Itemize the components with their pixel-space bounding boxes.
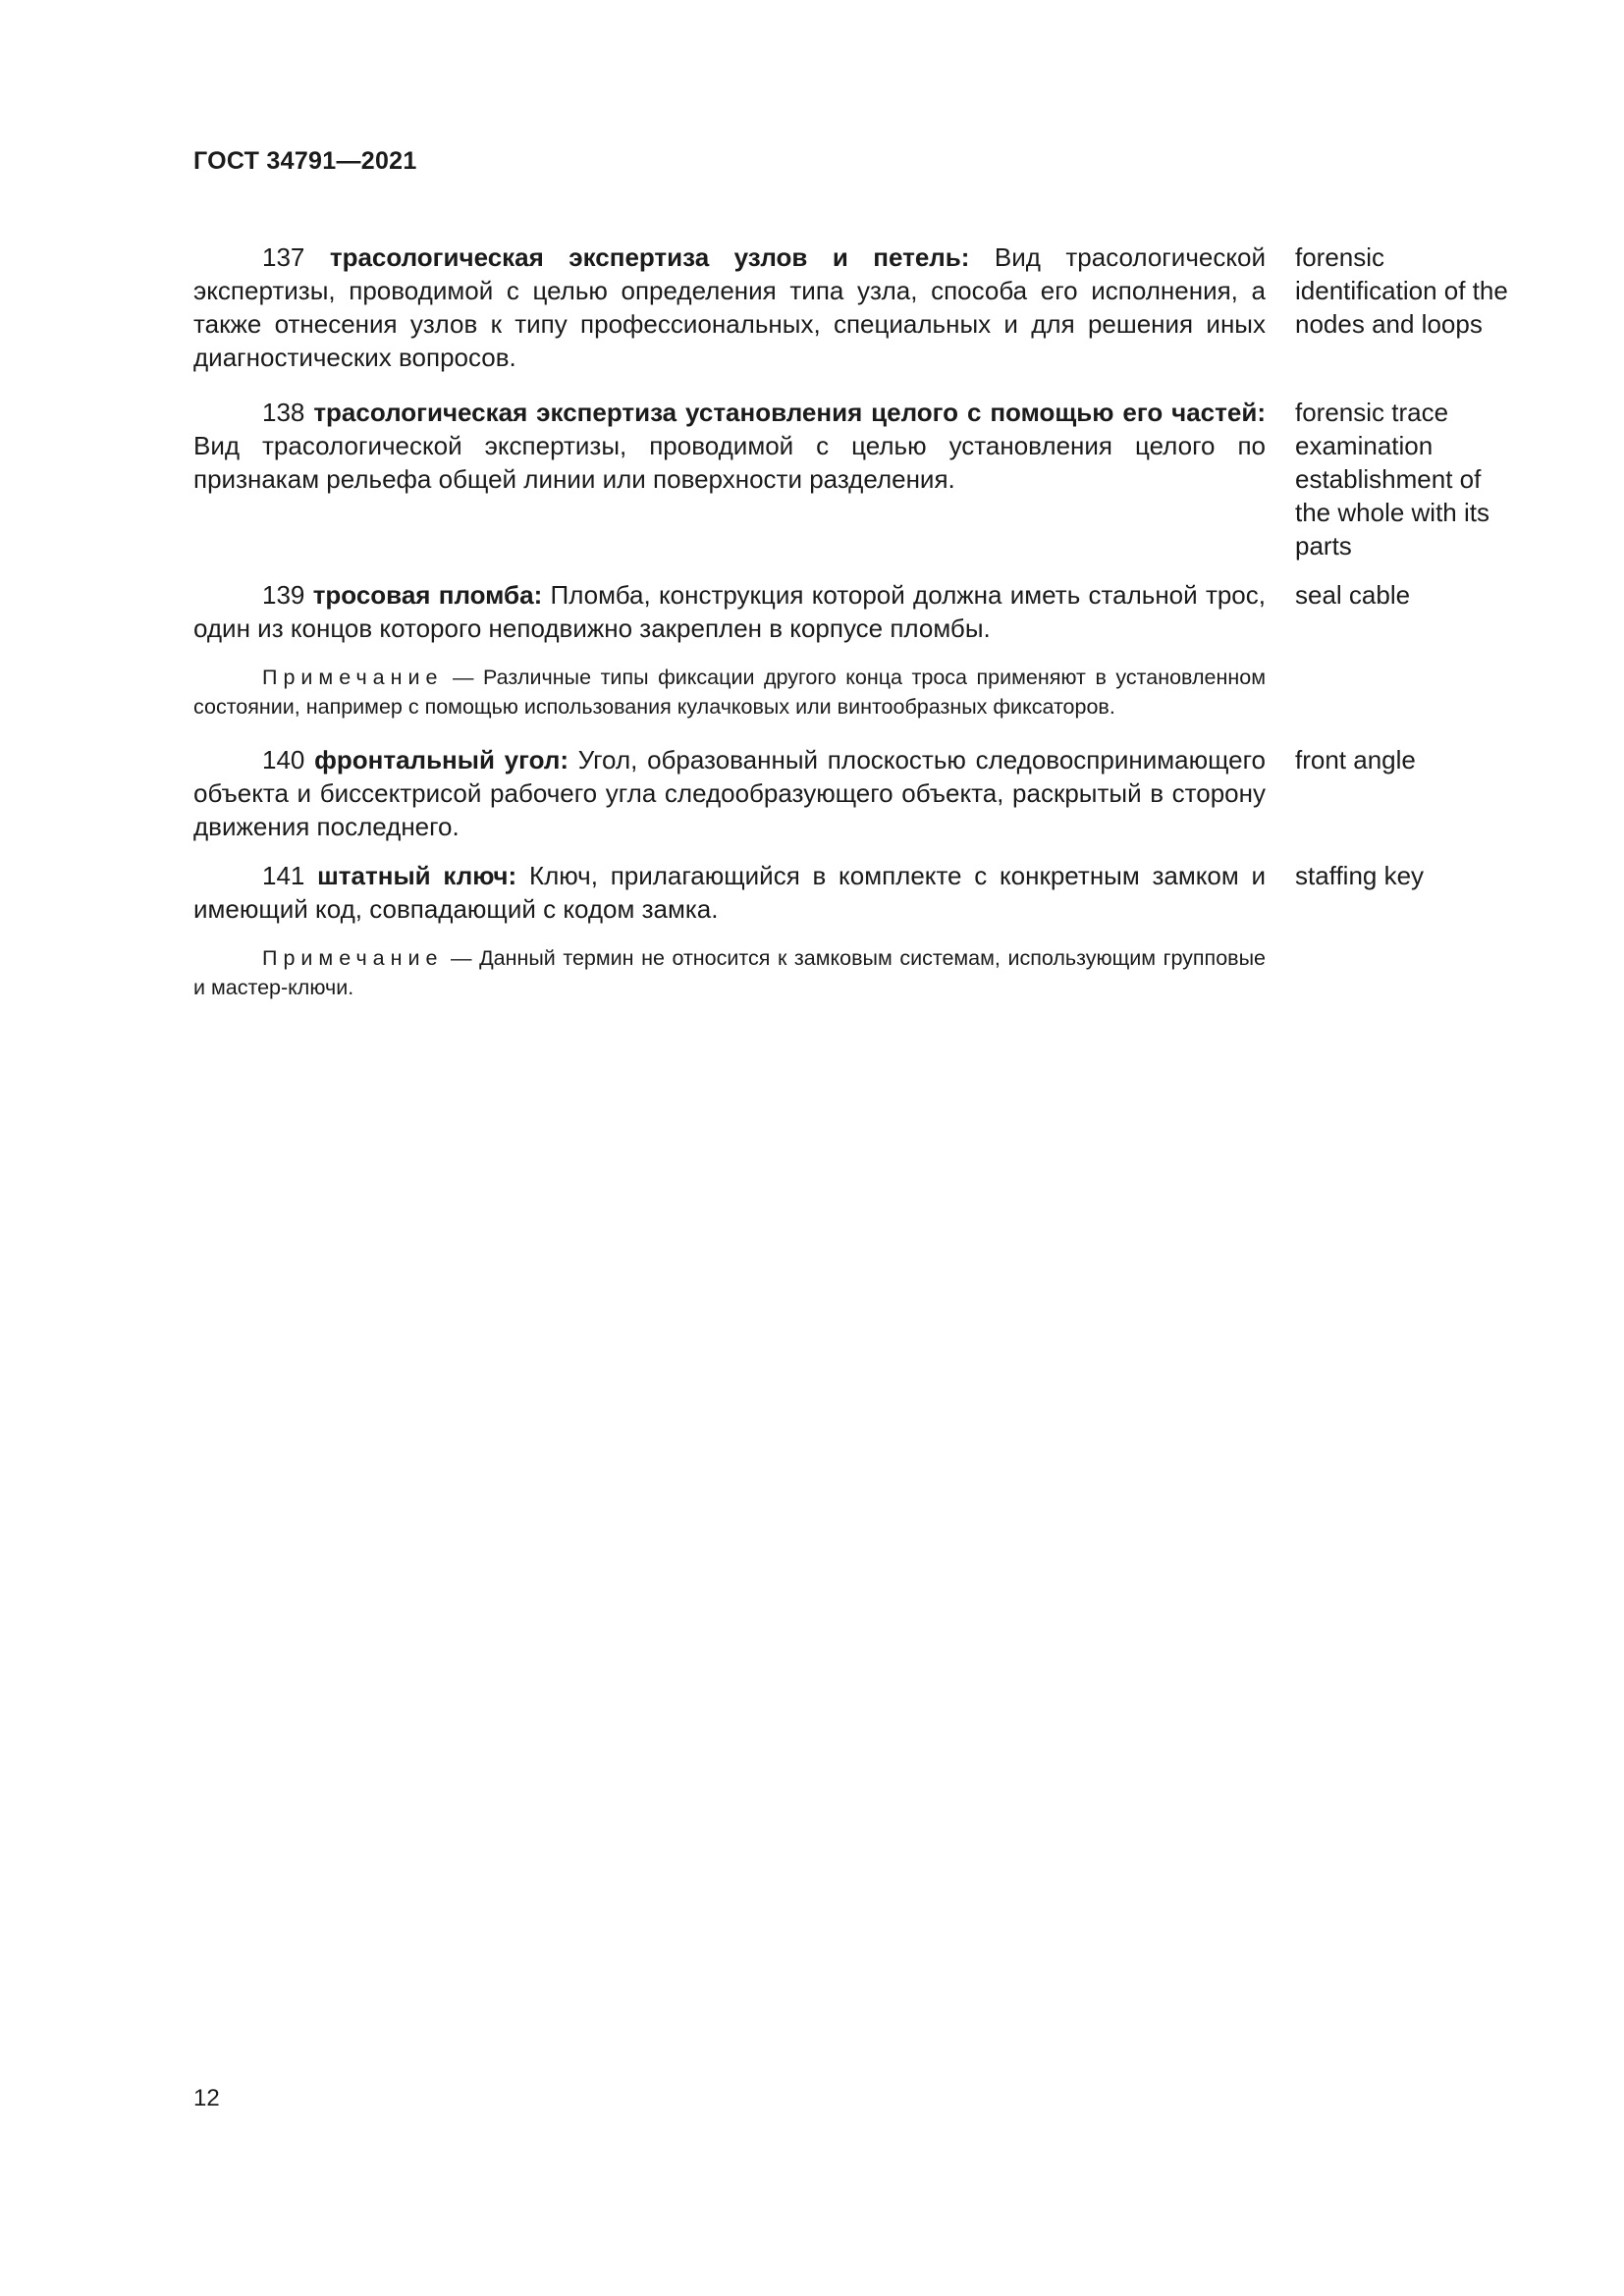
- term-number: 139: [262, 580, 305, 610]
- term-definition: [193, 859, 1266, 926]
- english-equivalent: forensic trace examination establishment of the whole with its parts: [1295, 398, 1489, 561]
- term-entry-139: [193, 578, 1509, 721]
- term-definition: [193, 240, 1266, 374]
- english-equivalent: front angle: [1295, 745, 1416, 774]
- term-entry-137: [193, 240, 1509, 374]
- term-definition: [193, 743, 1266, 843]
- term-entry-140: [193, 743, 1509, 843]
- term-note: [193, 943, 1266, 1002]
- term-number: 140: [262, 745, 305, 774]
- term-content: [193, 859, 1266, 1002]
- term-entry-141: [193, 859, 1509, 1002]
- term-title: трасологическая экспертиза узлов и петель:: [329, 242, 970, 272]
- note-label: Примечание: [262, 666, 444, 689]
- term-content: [193, 578, 1266, 721]
- definition-text: Вид трасологической экспертизы, проводимой с целью установления целого по признакам рельефа общей линии или поверхности разделения.: [193, 431, 1266, 494]
- term-number: 137: [262, 242, 305, 272]
- note-dash: —: [451, 946, 472, 970]
- term-content: [193, 743, 1266, 843]
- definition-text: Вид трасологической экспертизы, проводимой с целью определения типа узла, способа его исполнения, а также отнесения узлов к типу профессиональных, специальных и для решения иных диагностических вопросов.: [193, 242, 1266, 372]
- note-label: Примечание: [262, 946, 444, 970]
- term-title: штатный ключ:: [317, 861, 517, 890]
- term-definition: [193, 396, 1266, 496]
- term-title: тросовая пломба:: [312, 580, 543, 610]
- term-number: 138: [262, 398, 305, 427]
- note-text: Различные типы фиксации другого конца троса применяют в установленном состоянии, например с помощью использования кулачковых или винтообразных фиксаторов.: [193, 666, 1266, 719]
- term-definition: [193, 578, 1266, 645]
- term-content: [193, 240, 1266, 374]
- term-entry-138: [193, 396, 1509, 562]
- term-number: 141: [262, 861, 305, 890]
- definition-text: Пломба, конструкция которой должна иметь стальной трос, один из концов которого неподвижно закреплен в корпусе пломбы.: [193, 580, 1266, 643]
- definition-text: Ключ, прилагающийся в комплекте с конкретным замком и имеющий код, совпадающий с кодом замка.: [193, 861, 1266, 924]
- note-dash: —: [453, 666, 474, 689]
- term-note: [193, 663, 1266, 721]
- english-equivalent: staffing key: [1295, 861, 1425, 890]
- term-title: фронтальный угол:: [314, 745, 569, 774]
- document-code: ГОСТ 34791—2021: [193, 147, 417, 175]
- page-number: 12: [193, 2085, 220, 2111]
- english-equivalent: forensic identification of the nodes and loops: [1295, 242, 1508, 339]
- terms-list: [193, 240, 1509, 1002]
- term-content: [193, 396, 1266, 496]
- definition-text: Угол, образованный плоскостью следовоспринимающего объекта и биссектрисой рабочего угла следообразующего объекта, раскрытый в сторону движения последнего.: [193, 745, 1266, 841]
- english-equivalent: seal cable: [1295, 580, 1411, 610]
- note-text: Данный термин не относится к замковым системам, использующим групповые и мастер-ключи.: [193, 946, 1266, 999]
- term-title: трасологическая экспертиза установления целого с помощью его частей:: [313, 398, 1266, 427]
